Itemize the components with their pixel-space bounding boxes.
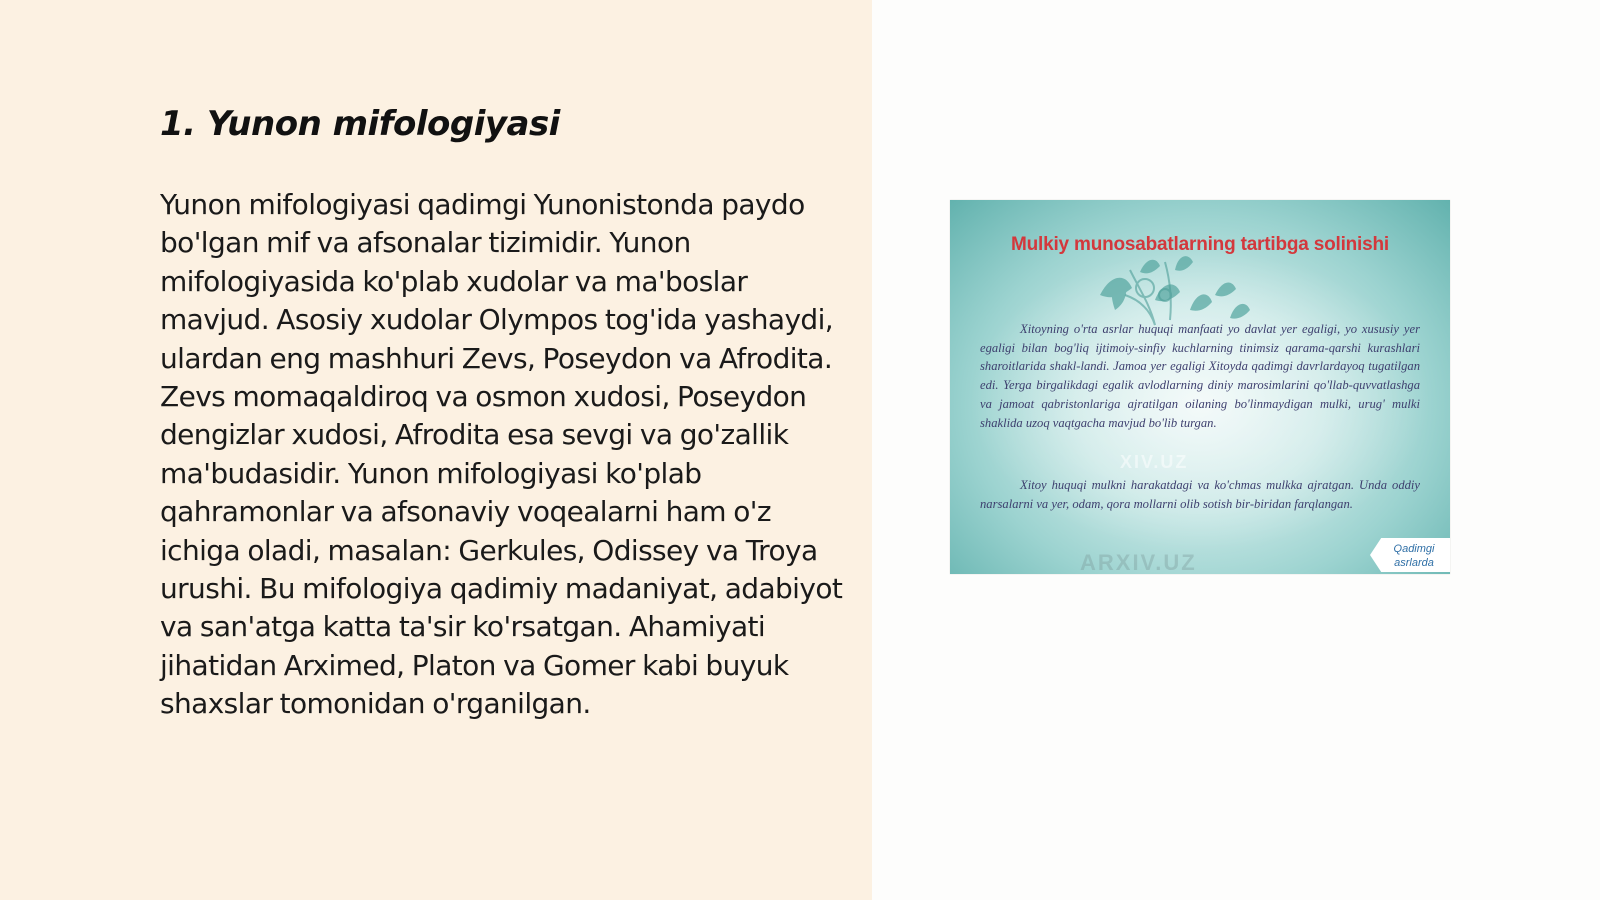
watermark: ARXIV.UZ — [1080, 550, 1197, 574]
picture-paragraph — [980, 476, 1420, 513]
picture-title: Mulkiy munosabatlarning tartibga solinishi — [1011, 234, 1389, 255]
picture-paragraph-text: Xitoyning o'rta asrlar huquqi manfaati yo davlat yer egaligi, yo xususiy yer egaligi bilan bog'liq ijtimoiy-sinfiy kuchlarning tinimsiz qarama-qarshi kurashlari sharoitlarida shakl-landi. Jamoa yer egaligi Xitoyda qadimgi davrlardayoq tugatilgan edi. Yerga birgalikdagi egalik avlodlarning diniy marosimlarini qo'llab-quvvatlashga va jamoat qabristonlariga ajratilgan oilaning bo'linmaydigan mulki, urug' mulki shaklida uzoq vaqtgacha mavjud bo'lib turgan. — [980, 322, 1420, 430]
picture-paragraph-text: Xitoy huquqi mulkni harakatdagi va ko'chmas mulkka ajratgan. Unda oddiy narsalarni va yer, odam, qora mollarni olib sotish bir-biridan farqlangan. — [980, 478, 1420, 511]
slide-title: 1. Yunon mifologiyasi — [160, 104, 560, 144]
embedded-slide-image — [950, 200, 1450, 574]
slide-body-text: Yunon mifologiyasi qadimgi Yunonistonda paydo bo'lgan mif va afsonalar tizimidir. Yunon mifologiyasida ko'plab xudolar va ma'boslar mavjud. Asosiy xudolar Olympos tog'ida yashaydi, ulardan eng mashhuri Zevs, Poseydon va Afrodita. Zevs momaqaldiroq va osmon xudosi, Poseydon dengizlar xudosi, Afrodita esa sevgi va go'zallik ma'budasidir. Yunon mifologiyasi ko'plab qahramonlar va afsonaviy voqealarni ham o'z ichiga oladi, masalan: Gerkules, Odissey va Troya urushi. Bu mifologiya qadimiy madaniyat, adabiyot va san'atga katta ta'sir ko'rsatgan. Ahamiyati jihatidan Arximed, Platon va Gomer kabi buyuk shaxslar tomonidan o'rganilgan. — [160, 188, 843, 721]
picture-paragraph — [980, 320, 1420, 432]
corner-tab-label: Qadimgi asrlarda — [1393, 543, 1435, 569]
watermark: XIV.UZ — [1120, 452, 1189, 472]
